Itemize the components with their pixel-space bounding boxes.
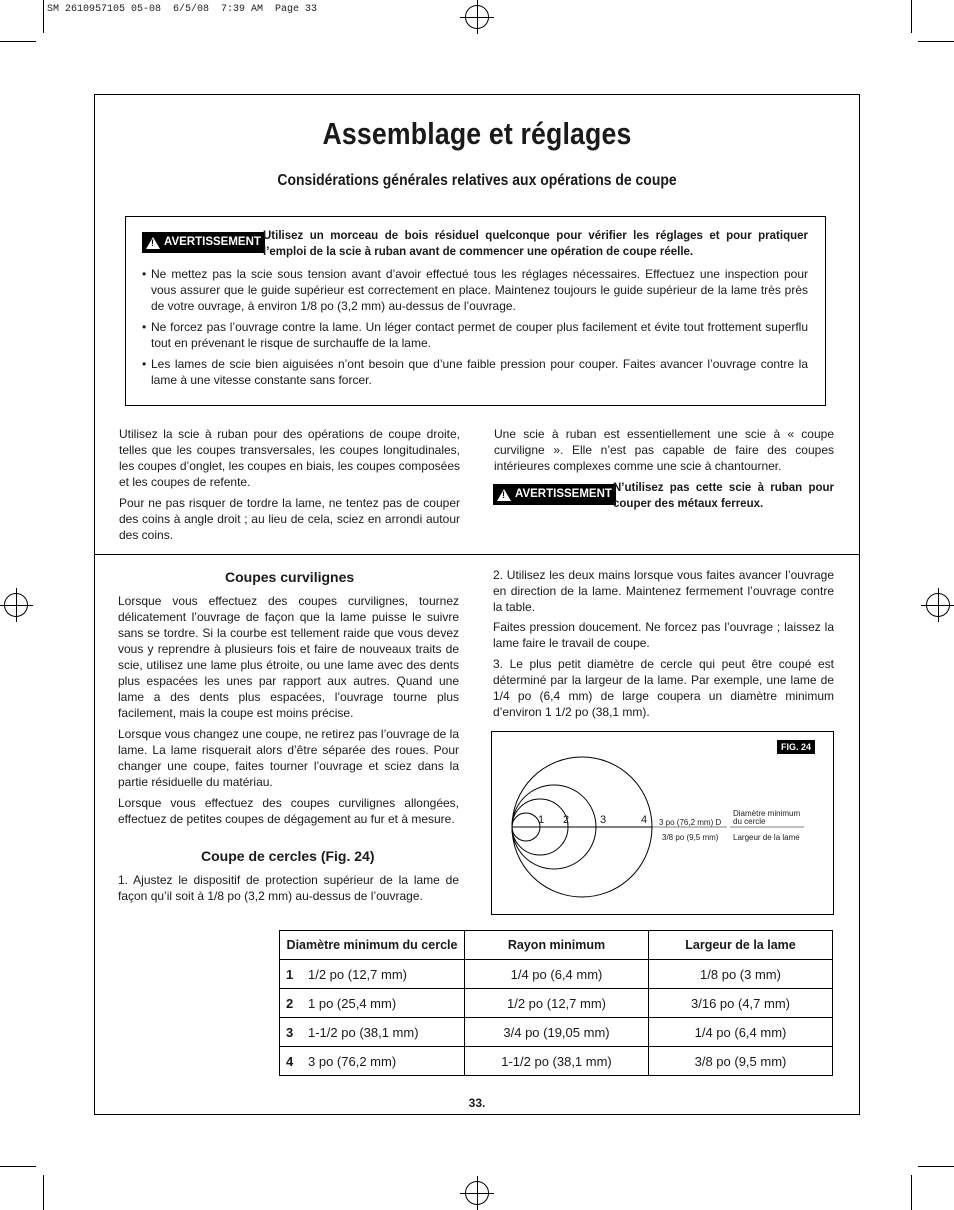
caption-width: Largeur de la lame <box>733 833 800 842</box>
table-cell <box>280 960 465 989</box>
width-value: 3/8 po (9,5 mm) <box>649 1047 833 1076</box>
circle-number: 2 <box>563 814 570 826</box>
step-2: 2. Utilisez les deux mains lorsque vous faites avancer l’ouvrage en direction de la lame. Maintenez fermement l’ouvrage contre la table. <box>493 568 834 614</box>
warning-bullet-list <box>142 266 808 393</box>
row-number: 4 <box>286 1053 294 1069</box>
caption-diameter-2: du cercle <box>733 817 766 826</box>
warning-lead-text: Utilisez un morceau de bois résiduel quelconque pour vérifier les réglages et pour pratiquer l’emploi de la scie à ruban avant de commencer une opération de coupe réelle. <box>263 230 808 258</box>
crop-mark <box>43 0 44 33</box>
width-value: 1/8 po (3 mm) <box>649 960 833 989</box>
row-number: 3 <box>286 1024 294 1040</box>
crop-mark <box>911 0 912 33</box>
circle-number: 3 <box>600 814 607 826</box>
printer-slug: SM 2610957105 05-08 6/5/08 7:39 AM Page 33 <box>47 4 318 15</box>
table-cell <box>280 1047 465 1076</box>
crop-mark <box>918 1166 954 1167</box>
figure-24 <box>491 731 834 915</box>
circle-number: 4 <box>641 814 648 826</box>
page-number: 33. <box>468 1096 486 1110</box>
intro-right-column <box>494 426 834 479</box>
step-1: 1. Ajustez le dispositif de protection supérieur de la lame de façon qu’il soit à 1/8 po (3,2 mm) au-dessus de l’ouvrage. <box>118 873 459 903</box>
dimension-width: 3/8 po (9,5 mm) <box>662 833 719 842</box>
curved-cuts-text <box>118 593 459 832</box>
crop-mark <box>43 1175 44 1210</box>
paragraph: Lorsque vous effectuez des coupes curvilignes, tournez délicatement l’ouvrage de façon que la lame puisse le suivre sans se tordre. Si la courbe est tellement raide que vous devez vous y reprendre à plusieurs fois et faire de nouveaux traits de scie, utilisez une lame plus étroite, ou une lame avec des dents plus espacées les unes par rapport aux autres. Quand une lame a des dents plus espacées, l’ouvrage tourne plus facilement, mais la coupe est moins précise. <box>118 594 459 720</box>
diameter-value: 1/2 po (12,7 mm) <box>308 966 407 982</box>
table-header-row <box>280 931 833 960</box>
warning-badge-label: AVERTISSEMENT <box>515 488 612 500</box>
column-header: Largeur de la lame <box>649 931 833 960</box>
width-value: 3/16 po (4,7 mm) <box>649 989 833 1018</box>
note-paragraph: Faites pression doucement. Ne forcez pas l’ouvrage ; laissez la lame faire le travail de coupe. <box>493 620 834 650</box>
paragraph: Une scie à ruban est essentiellement une scie à « coupe curviligne ». Elle n’est pas capable de faire des coupes intérieures complexes comme une scie à chantourner. <box>494 427 834 473</box>
width-value: 1/4 po (6,4 mm) <box>649 1018 833 1047</box>
diameter-value: 1 po (25,4 mm) <box>308 995 397 1011</box>
column-header: Rayon minimum <box>465 931 649 960</box>
paragraph: Utilisez la scie à ruban pour des opérations de coupe droite, telles que les coupes transversales, les coupes longitudinales, les coupes d’onglet, les coupes en biais, les coupes composées et les coupes de refente. <box>119 427 460 489</box>
row-number: 1 <box>286 966 294 982</box>
radius-value: 1-1/2 po (38,1 mm) <box>465 1047 649 1076</box>
crop-mark <box>0 41 36 42</box>
section-subtitle: Considérations générales relatives aux opérations de coupe <box>277 172 677 189</box>
section-heading-curved: Coupes curvilignes <box>225 569 355 585</box>
column-header: Diamètre minimum du cercle <box>280 931 465 960</box>
radius-value: 3/4 po (19,05 mm) <box>465 1018 649 1047</box>
paragraph: Lorsque vous changez une coupe, ne retirez pas l’ouvrage de la lame. La lame risquerait alors d’être séparée des roues. Pour changer une coupe, faites tourner l’ouvrage et sciez dans la partie résiduelle du matériau. <box>118 727 459 789</box>
circle-number: 1 <box>538 814 545 826</box>
row-number: 2 <box>286 995 294 1011</box>
list-item: • Les lames de scie bien aiguisées n’ont besoin que d’une faible pression pour couper. Faites avancer l’ouvrage contre la lame à une vitesse constante sans forcer. <box>142 356 808 388</box>
warning-badge <box>493 484 616 505</box>
figure-label: FIG. 24 <box>777 740 815 754</box>
registration-mark <box>465 5 489 29</box>
crop-mark <box>911 1175 912 1210</box>
table-row <box>280 1047 833 1076</box>
diameter-value: 1-1/2 po (38,1 mm) <box>308 1024 419 1040</box>
warning-icon: ! <box>497 489 511 501</box>
radius-value: 1/4 po (6,4 mm) <box>465 960 649 989</box>
registration-mark <box>926 593 950 617</box>
paragraph: Pour ne pas risquer de tordre la lame, ne tentez pas de couper des coins à angle droit ; au lieu de cela, sciez en arrondi autour des coins. <box>119 496 460 542</box>
warning-badge <box>142 232 265 253</box>
crop-mark <box>918 41 954 42</box>
warning-badge-label: AVERTISSEMENT <box>164 236 261 248</box>
circle-table <box>279 930 833 1076</box>
warning-icon: ! <box>146 237 160 249</box>
crop-mark <box>0 1166 36 1167</box>
section-heading-circles: Coupe de cercles (Fig. 24) <box>201 848 375 864</box>
metal-warning-text: N’utilisez pas cette scie à ruban pour couper des métaux ferreux. <box>613 482 834 510</box>
registration-mark <box>4 593 28 617</box>
section-divider <box>95 554 859 555</box>
page-title: Assemblage et réglages <box>322 116 632 151</box>
table-row <box>280 960 833 989</box>
caption-diameter-1: Diamètre minimum <box>733 809 801 818</box>
list-item: • Ne mettez pas la scie sous tension avant d’avoir effectué tous les réglages nécessaires. Effectuez une inspection pour vous assurer que le guide supérieur est correctement en place. Maintenez toujours le guide supérieur de la lame très près de votre ouvrage, à environ 1/8 po (3,2 mm) au-dessus de l’ouvrage. <box>142 266 808 314</box>
intro-left-column <box>119 426 460 548</box>
step-3: 3. Le plus petit diamètre de cercle qui peut être coupé est déterminé par la largeur de la lame. Par exemple, une lame de 1/4 po (6,4 mm) de large coupera un diamètre minimum d’environ 1 1/2 po (38,1 mm). <box>493 657 834 719</box>
paragraph: Lorsque vous effectuez des coupes curvilignes allongées, effectuez de petites coupes de dégagement au fur et à mesure. <box>118 796 459 826</box>
dimension-diameter: 3 po (76,2 mm) D <box>659 818 722 827</box>
table-cell <box>280 989 465 1018</box>
list-item: • Ne forcez pas l’ouvrage contre la lame. Un léger contact permet de couper plus facilement et évite tout frottement superflu tout en prévenant le risque de surchauffe de la lame. <box>142 319 808 351</box>
table-cell <box>280 1018 465 1047</box>
registration-mark <box>465 1181 489 1205</box>
radius-value: 1/2 po (12,7 mm) <box>465 989 649 1018</box>
diameter-value: 3 po (76,2 mm) <box>308 1053 397 1069</box>
table-row <box>280 989 833 1018</box>
table-row <box>280 1018 833 1047</box>
